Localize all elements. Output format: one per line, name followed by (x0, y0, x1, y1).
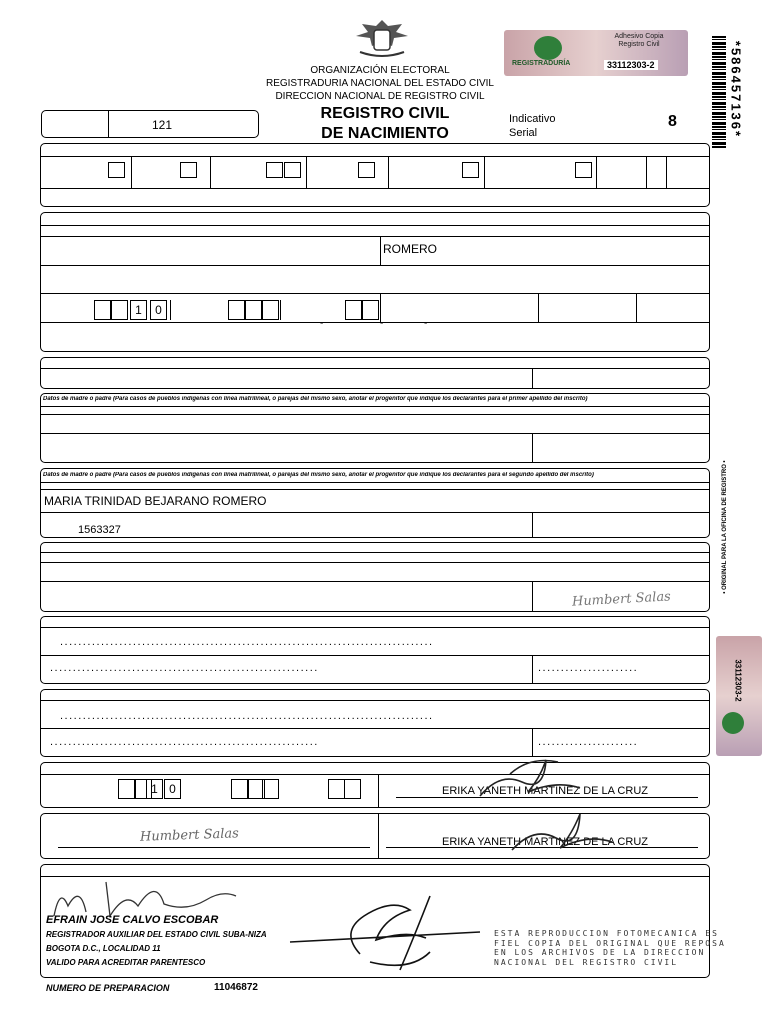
testigo2-dots-long: .................................................................................. (60, 710, 434, 722)
testigo2-dots-mid: ........................................................... (50, 736, 319, 748)
testigo1-dots-long: .................................................................................. (60, 636, 434, 648)
barcode-number: *586457136* (728, 40, 744, 139)
stamp-line-1: ESTA REPRODUCCION FOTOMECANICA ES (494, 929, 719, 938)
form-title (300, 104, 470, 144)
coat-of-arms-icon (352, 16, 412, 60)
adhesive-sticker (504, 30, 688, 76)
fotomecanica-stamp (494, 929, 726, 967)
side-adhesive-sticker (716, 636, 762, 756)
funcionario-signature-1-icon (470, 752, 590, 809)
section-inscrito (40, 212, 710, 352)
section-primer-progenitor (40, 393, 710, 463)
stamp-line-4: NACIONAL DEL REGISTRO CIVIL (494, 957, 679, 967)
org-electoral: ORGANIZACIÓN ELECTORAL (310, 65, 450, 76)
inscrito-date-digit-1: 1 (130, 300, 147, 320)
dash-1: - (320, 318, 324, 329)
title-line1: REGISTRO CIVIL (320, 105, 450, 122)
registrador-main-signature-icon (280, 892, 500, 977)
serial-label: Serial (509, 127, 538, 139)
segundo-progenitor-name: MARIA TRINIDAD BEJARANO ROMERO (44, 494, 267, 508)
adhesive-brand: REGISTRADURÍA (512, 60, 571, 67)
inscripcion-date-digit-2: 0 (164, 779, 181, 799)
inscrito-apellido: ROMERO (383, 242, 437, 256)
adhesive-label: Adhesivo Copia Registro Civil (614, 33, 664, 48)
indicativo-serial-label (509, 112, 555, 140)
inscripcion-date-digit-1: 1 (146, 779, 163, 799)
side-original-text: • ORIGINAL PARA LA OFICINA DE REGISTRO • (722, 460, 728, 594)
dash-3: - (424, 318, 428, 329)
registrador-localidad: BOGOTA D.C., LOCALIDAD 11 (46, 944, 161, 953)
section-oficina (40, 143, 710, 207)
funcionario-name-2: ERIKA YANETH MARTINEZ DE LA CRUZ (442, 836, 648, 848)
numero-preparacion-value: 11046872 (214, 982, 258, 993)
testigo1-dots-short: ...................... (538, 662, 639, 674)
barcode (712, 36, 726, 148)
indicativo-box (41, 110, 259, 138)
indicativo-label: Indicativo (509, 113, 556, 125)
adhesive-number: 33112303-2 (604, 60, 658, 70)
primer-progenitor-note: Datos de madre o padre (Para casos de pueblos indígenas con línea matrilineal, o parejas del mismo sexo, anotar el progenitor que indique los declarantes para el primer apellido del inscrito) (43, 396, 588, 402)
reconocimiento-signature: Humbert Salas (139, 826, 240, 845)
indicativo-number: 121 (152, 118, 173, 132)
registrador-name: EFRAIN JOSE CALVO ESCOBAR (46, 914, 219, 926)
side-adhesive-number: 33112303-2 (733, 659, 743, 702)
stamp-line-3: EN LOS ARCHIVOS DE LA DIRECCION (494, 948, 706, 957)
registrador-cargo: REGISTRADOR AUXILIAR DEL ESTADO CIVIL SUBA-NIZA (46, 930, 267, 939)
registrador-validez: VALIDO PARA ACREDITAR PARENTESCO (46, 958, 206, 967)
registraduria-nacional: REGISTRADURIA NACIONAL DEL ESTADO CIVIL (265, 78, 494, 89)
serial-value: 8 (668, 113, 677, 130)
segundo-progenitor-document: 1563327 (78, 524, 121, 536)
numero-preparacion-label: NUMERO DE PREPARACION (46, 983, 170, 993)
testigo2-dots-short: ...................... (538, 736, 639, 748)
segundo-progenitor-note: Datos de madre o padre (Para casos de pueblos indígenas con línea matrilineal, o parejas del mismo sexo, anotar el progenitor que indique los declarantes para el segundo apellido del inscrito) (43, 472, 594, 478)
testigo1-dots-mid: ........................................................... (50, 662, 319, 674)
funcionario-name-1: ERIKA YANETH MARTINEZ DE LA CRUZ (442, 785, 648, 797)
title-line2: DE NACIMIENTO (321, 125, 449, 142)
section-certificado (40, 357, 710, 389)
registraduria-logo-icon (534, 36, 562, 60)
declarante-signature: Humbert Salas (571, 589, 672, 610)
stamp-line-2: FIEL COPIA DEL ORIGINAL QUE REPOSA (494, 938, 726, 948)
direccion-nacional: DIRECCION NACIONAL DE REGISTRO CIVIL (275, 91, 485, 102)
funcionario-signature-2-icon (500, 808, 620, 863)
dash-2: - (380, 318, 384, 329)
inscrito-date-digit-2: 0 (150, 300, 167, 320)
